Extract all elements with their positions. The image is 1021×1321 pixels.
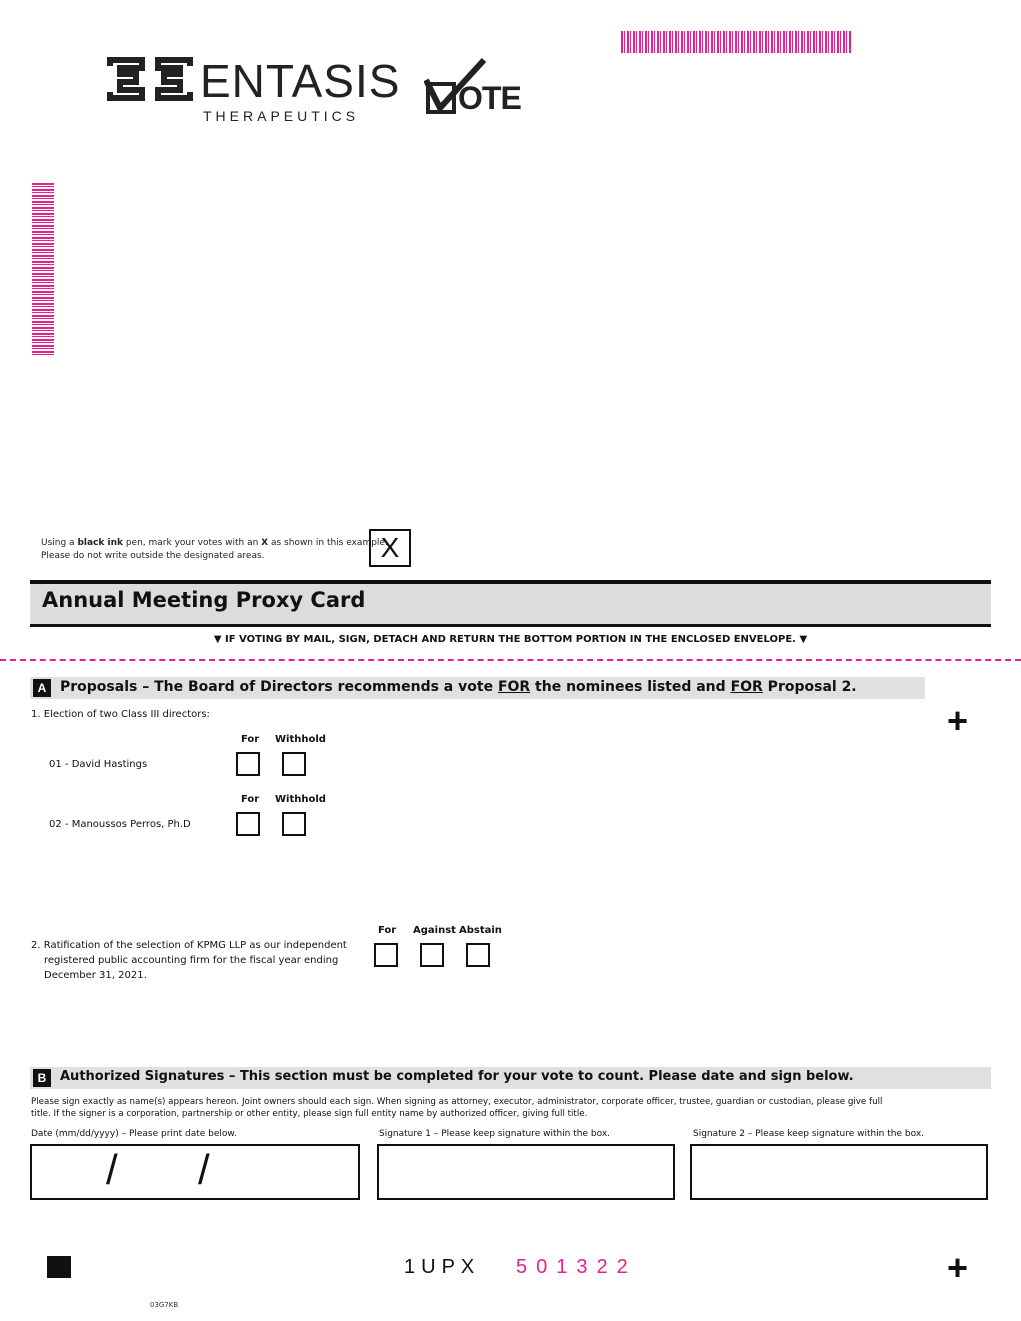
vote-logo-text: OTE xyxy=(458,80,521,116)
section-a-letter: A xyxy=(33,679,51,697)
company-name: ENTASIS xyxy=(200,55,401,107)
nominee-1-withhold-checkbox[interactable] xyxy=(282,752,306,776)
date-label: Date (mm/dd/yyyy) – Please print date below. xyxy=(31,1129,237,1139)
column-for: For xyxy=(241,734,260,745)
proposal-2-abstain-checkbox[interactable] xyxy=(466,943,490,967)
nominee-1-label: 01 - David Hastings xyxy=(49,759,148,770)
registration-plus-mark: + xyxy=(947,700,969,741)
signature-2-label: Signature 2 – Please keep signature within the box. xyxy=(693,1129,925,1139)
signature-instructions: Please sign exactly as name(s) appears hereon. Joint owners should each sign. When signing as attorney, executor, administrator, corporate officer, trustee, guardian or custodian, please give full title. If the signer is a corporation, partnership or other entity, please sign full entity name by authorized officer, giving full title. xyxy=(31,1097,883,1119)
company-subtitle: THERAPEUTICS xyxy=(203,108,360,124)
detach-line xyxy=(0,659,1021,661)
column-against: Against xyxy=(413,925,456,936)
card-title: Annual Meeting Proxy Card xyxy=(42,588,366,612)
marking-instructions: Using a black ink pen, mark your votes with an X as shown in this example. Please do not write outside the designated areas. xyxy=(41,538,388,561)
column-abstain: Abstain xyxy=(459,925,502,936)
section-b-title: Authorized Signatures – This section must be completed for your vote to count. Please date and sign below. xyxy=(60,1069,854,1084)
proposal-2-against-checkbox[interactable] xyxy=(420,943,444,967)
proposal-2-label: 2. Ratification of the selection of KPMG LLP as our independent registered public accounting firm for the fiscal year ending December 31, 2021. xyxy=(31,940,347,981)
barcode-vertical xyxy=(32,183,54,355)
column-for: For xyxy=(241,794,260,805)
date-separator-1: / xyxy=(106,1146,118,1193)
column-withhold: Withhold xyxy=(275,734,326,745)
signature-1-box[interactable] xyxy=(377,1144,675,1200)
section-b-letter: B xyxy=(33,1069,51,1087)
signature-1-label: Signature 1 – Please keep signature within the box. xyxy=(379,1129,611,1139)
column-withhold: Withhold xyxy=(275,794,326,805)
form-number: 501322 xyxy=(516,1256,637,1278)
barcode-horizontal xyxy=(621,31,851,53)
date-separator-2: / xyxy=(198,1146,210,1193)
nominee-1-for-checkbox[interactable] xyxy=(236,752,260,776)
signature-2-box[interactable] xyxy=(690,1144,988,1200)
form-code: 1UPX xyxy=(404,1256,481,1278)
print-code: 03G7KB xyxy=(150,1301,179,1309)
example-mark-box: X xyxy=(369,529,411,567)
column-for: For xyxy=(378,925,397,936)
proposal-2-for-checkbox[interactable] xyxy=(374,943,398,967)
registration-plus-mark-bottom: + xyxy=(947,1247,969,1288)
date-input-box[interactable] xyxy=(30,1144,360,1200)
nominee-2-for-checkbox[interactable] xyxy=(236,812,260,836)
nominee-2-label: 02 - Manoussos Perros, Ph.D xyxy=(49,819,191,830)
section-a-title: Proposals – The Board of Directors recommends a vote FOR the nominees listed and FOR Proposal 2. xyxy=(60,679,857,695)
nominee-2-withhold-checkbox[interactable] xyxy=(282,812,306,836)
proposal-1-label: 1. Election of two Class III directors: xyxy=(31,709,210,720)
mail-instructions: ▼ IF VOTING BY MAIL, SIGN, DETACH AND RETURN THE BOTTOM PORTION IN THE ENCLOSED ENVELOPE. ▼ xyxy=(213,634,808,645)
registration-square xyxy=(47,1256,71,1278)
company-logo-icon xyxy=(106,56,194,102)
